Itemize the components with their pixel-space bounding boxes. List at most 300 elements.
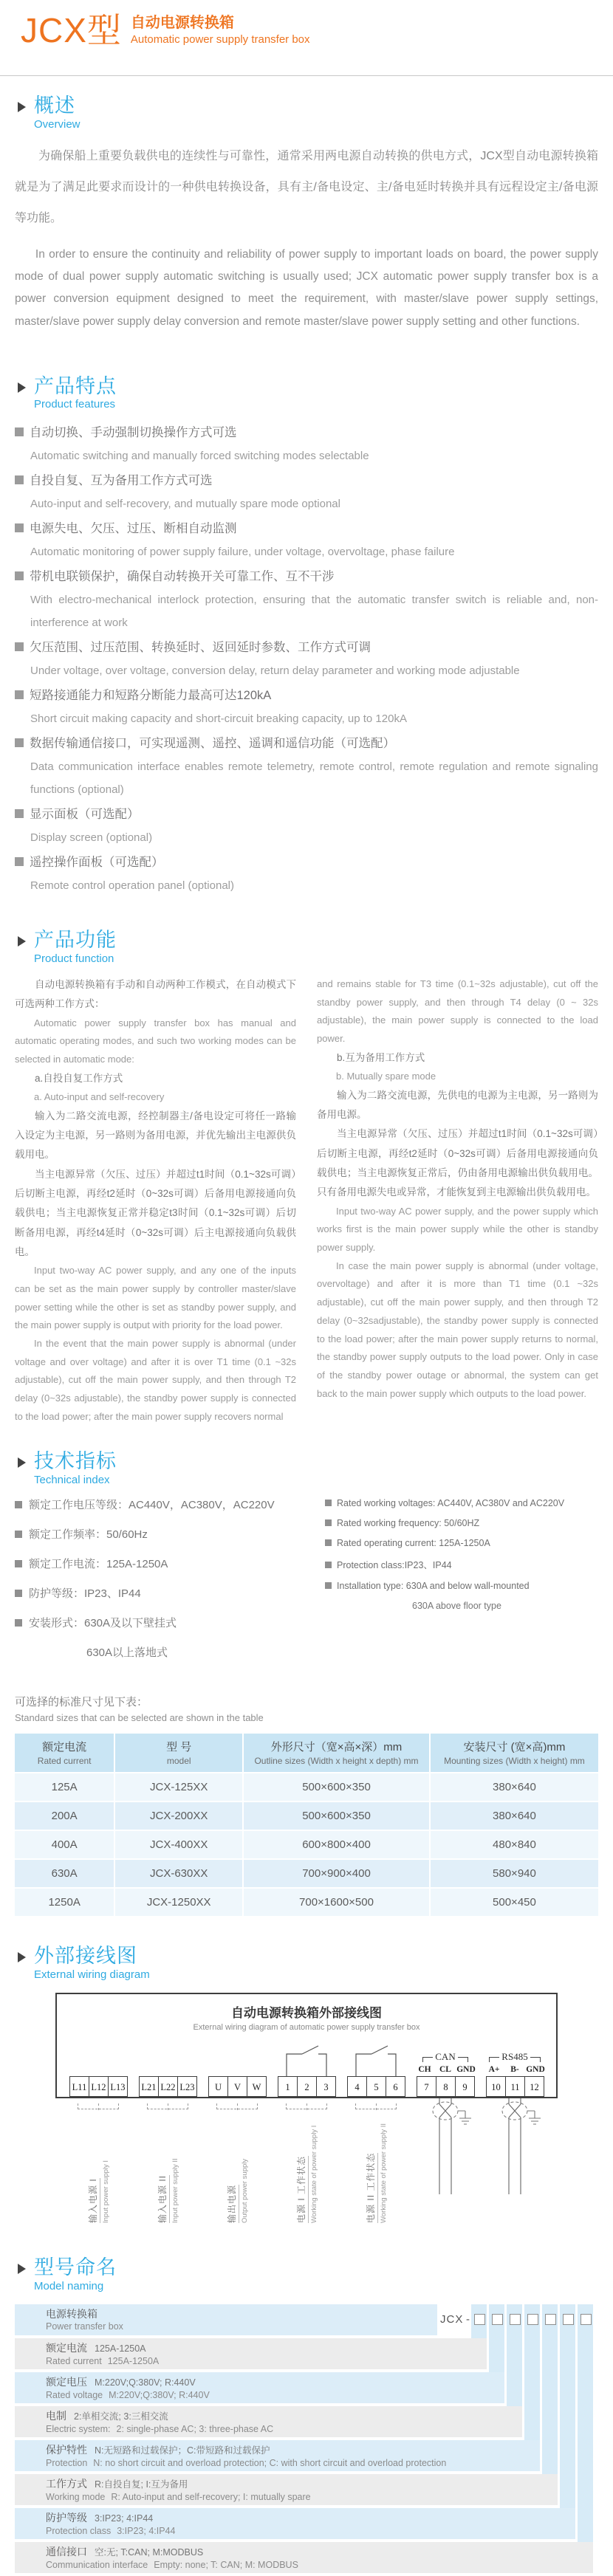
tech-spec-text: Rated operating current: 125A-1250A [337,1538,490,1549]
terminal-annotation [67,2039,129,2076]
bus-annotation [484,2052,546,2074]
naming-label-zh: 额定电压 [46,2375,87,2388]
connector-bracket [286,2103,327,2109]
naming-desc-en: 125A-1250A [107,2355,160,2366]
switch-contact-icon [275,2041,338,2076]
naming-row [15,2474,558,2505]
table-row [15,1772,598,1801]
bullet-square-icon [15,1560,22,1567]
connector-bracket [216,2103,258,2109]
naming-label-en: Electric system: [46,2423,111,2434]
bullet-square-icon [325,1500,332,1506]
tech-spec-item [15,1585,325,1601]
section-marker-icon [18,936,26,947]
section-title-zh: 产品特点 [34,374,117,397]
terminal-annotation [414,2039,476,2076]
naming-row-en [46,2491,558,2504]
naming-label-en: Protection [46,2457,88,2468]
bullet-square-icon [15,475,24,484]
function-paragraph: 当主电源异常（欠压、过压）并超过t1时间（0.1~32s可调）后切断主电源，再经t2延时（0~32s可调）后备用电源接通向负载供电；当主电源恢复正常后，仍由备用电源输出供负载用电。只有备用电源失电或异常，才能恢复到主电源输出供负载用电。 [317,1128,598,1198]
model-code-box [545,2314,556,2325]
naming-label-en: Power transfer box [46,2321,123,2332]
tech-spec-text: 额定工作电流：125A-1250A [29,1558,168,1571]
table-cell: JCX-1250XX [114,1887,242,1916]
tech-spec-item [15,1556,325,1571]
naming-desc-zh: 空:无; T:CAN; M:MODBUS [95,2546,204,2558]
feature-zh-label: 遥控操作面板（可选配） [30,856,164,870]
naming-row [15,2508,575,2539]
section-marker-icon [18,382,26,393]
table-cell: 200A [15,1801,114,1830]
feature-text-zh [15,565,598,588]
feature-text-zh [15,803,598,826]
naming-desc-en: N: no short circuit and overload protection; C: with short circuit and overload protection [93,2457,447,2468]
model-naming-diagram [15,2304,598,2576]
connector-bracket [78,2103,119,2109]
group-label-en: Working state of power supply II [380,2123,388,2223]
vertical-label-rotated [225,2112,249,2223]
model-code-box [527,2314,538,2325]
column-header-en: model [166,1756,191,1767]
terminal-cell: 4 [347,2076,367,2097]
section-title-zh: 外部接线图 [34,1945,137,1968]
tech-column-zh [15,1497,325,1660]
feature-text-en: Display screen (optional) [30,831,153,845]
naming-label-en: Working mode [46,2491,106,2502]
table-row [15,1830,598,1858]
terminal-cell: 1 [278,2076,298,2097]
model-prefix: JCX [440,2312,464,2326]
naming-row [15,2440,540,2471]
feature-text-en: With electro-mechanical interlock protection, ensuring that the automatic transfer switch is reliable and, non-interference at work [30,594,598,630]
function-paragraph: Automatic power supply transfer box has manual and automatic operating modes, and such two working modes can be selected in automatic mode: [15,1017,296,1065]
section-model-naming [15,2257,598,2576]
table-header-row [15,1734,598,1772]
terminal-group-label [206,2098,268,2223]
terminal-cell: 3 [316,2076,336,2097]
column-header-zh: 安装尺寸 (宽×高)mm [463,1741,566,1754]
terminal-cells [275,2076,338,2097]
naming-column-strip [578,2304,593,2544]
feature-item [15,517,598,563]
function-column-right [317,975,598,1426]
bus-name-label: RS485 [501,2050,528,2062]
function-paragraph: 输入为二路交流电源，先供电的电源为主电源，另一路则为备用电源。 [317,1089,598,1121]
table-cell: 1250A [15,1887,114,1916]
tech-spec-text: 防护等级：IP23、IP44 [29,1587,141,1601]
naming-desc-zh: 125A-1250A [95,2343,146,2354]
naming-row-zh [46,2409,522,2423]
bullet-square-icon [325,1539,332,1546]
function-paragraph: and remains stable for T3 time (0.1~32s adjustable), cut off the standby power supply, and then through T4 delay (0 ~ 32s adjustable), the main power supply is connected to the load power. [317,978,598,1045]
terminal-group-label [67,2098,129,2223]
feature-item [15,421,598,467]
naming-column-strip [542,2304,558,2476]
naming-row-zh [46,2545,593,2559]
terminal-group-label [137,2098,199,2223]
doc-header [15,0,598,47]
bullet-square-icon [15,1531,22,1538]
feature-text-zh [15,636,598,659]
section-overview [15,95,598,333]
table-cell: JCX-200XX [114,1801,242,1830]
tech-spec-item [325,1581,598,1591]
sizes-intro-zh: 可选择的标准尺寸见下表： [15,1696,148,1709]
naming-label-en: Rated voltage [46,2389,103,2400]
table-cell: 500×600×350 [242,1772,429,1801]
bullet-square-icon [15,427,24,436]
feature-text-en: Automatic switching and manually forced switching modes selectable [30,450,369,463]
naming-row-en [46,2525,575,2538]
model-code-box [492,2314,503,2325]
terminal-cells [67,2076,129,2097]
bus-pin-label: GND [526,2064,545,2074]
feature-zh-label: 自动切换、手动强制切换操作方式可选 [30,426,237,440]
section-heading [16,376,598,411]
feature-text-en: Auto-input and self-recovery, and mutually spare mode optional [30,498,340,511]
product-title [131,10,310,46]
model-dash: - [466,2312,470,2326]
table-cell: JCX-630XX [114,1858,242,1887]
feature-zh-label: 欠压范围、过压范围、转换延时、返回延时参数、工作方式可调 [30,641,371,655]
feature-item [15,636,598,682]
naming-column-strip [560,2304,575,2510]
naming-row [15,2542,593,2573]
sizes-intro [15,1694,598,1723]
terminal-group [206,2039,268,2097]
terminal-annotation [345,2039,407,2076]
function-paragraph: a.自投自复工作方式 [35,1072,123,1084]
table-row [15,1801,598,1830]
terminal-cell: L12 [89,2076,109,2097]
feature-zh-label: 带机电联锁保护，确保自动转换开关可靠工作、互不干涉 [30,570,335,584]
table-cell: 700×1600×500 [242,1887,429,1916]
tech-spec-item [15,1526,325,1542]
tech-columns [15,1497,598,1660]
bullet-square-icon [15,1619,22,1627]
terminal-group [414,2039,476,2097]
function-paragraph: Input two-way AC power supply, and any one of the inputs can be set as the main power supply by controller master/slave power setting while the other is set as standby power supply, and the main power supply is output with priority for the load power. [15,1265,296,1331]
naming-row-en [46,2559,593,2572]
group-label-zh: 输入电源 I [86,2178,100,2223]
section-heading [16,2257,598,2292]
naming-row-en [46,2321,437,2333]
naming-desc-en: 3:IP23; 4:IP44 [117,2525,176,2536]
bus-bracket-line [458,2057,468,2062]
table-cell: 500×450 [429,1887,598,1916]
model-code-box [510,2314,521,2325]
naming-desc-en: M:220V;Q:380V; R:440V [109,2389,210,2400]
group-label-zh: 输入电源 II [156,2175,170,2223]
function-columns [15,975,598,1426]
tech-spec-item [325,1498,598,1508]
terminal-cell: 5 [366,2076,386,2097]
feature-item [15,565,598,634]
table-cell: 380×640 [429,1801,598,1830]
vertical-label [290,2112,323,2223]
table-cell: 580×940 [429,1858,598,1887]
column-header [114,1734,242,1772]
terminal-group-label [275,2098,338,2223]
model-code-box [474,2314,485,2325]
bullet-square-icon [15,857,24,866]
column-header-en: Rated current [37,1756,92,1767]
connector-bracket [355,2103,397,2109]
naming-label-zh: 额定电流 [46,2341,87,2354]
feature-zh-label: 电源失电、欠压、过压、断相自动监测 [30,522,237,536]
naming-label-zh: 保护特性 [46,2443,87,2456]
terminal-cell: 12 [524,2076,544,2097]
switch-contact-icon [345,2041,407,2076]
standard-sizes-table [15,1734,598,1916]
tech-spec-text: 额定工作电压等级：AC440V，AC380V，AC220V [29,1499,275,1512]
terminal-annotation [137,2039,199,2076]
bus-pin-label: CL [439,2064,451,2074]
naming-row-zh [46,2511,575,2525]
column-header-zh: 外形尺寸（宽×高×深）mm [270,1741,403,1754]
section-marker-icon [18,2264,26,2274]
naming-row-zh [46,2375,504,2389]
vertical-label-rotated [156,2112,179,2223]
bullet-square-icon [325,1582,332,1589]
ground-icon [527,2111,541,2124]
overview-paragraph-zh: 为确保船上重要负载供电的连续性与可靠性，通常采用两电源自动转换的供电方式，JCX型自动电源转换箱就是为了满足此要求而设计的一种供电转换设备，具有主/备电设定、主/备电延时转换并具有远程设定主/备电源等功能。 [15,149,598,225]
naming-row-en [46,2389,504,2402]
tech-column-en [325,1497,598,1660]
vertical-label [359,2112,393,2223]
terminal-cells [414,2076,476,2097]
feature-text-en: Short circuit making capacity and short-circuit breaking capacity, up to 120kA [30,712,407,726]
column-header-en: Outline sizes (Width x height x depth) mm [254,1756,419,1767]
terminal-cell: V [227,2076,247,2097]
bullet-square-icon [15,690,24,699]
vertical-label-rotated [364,2112,388,2223]
feature-item [15,684,598,730]
naming-desc-zh: R:自投自复; I:互为备用 [95,2479,188,2490]
group-label-en: Input power supply II [171,2158,179,2223]
section-title-en: Product features [34,398,116,411]
overview-paragraph-en: In order to ensure the continuity and reliability of power supply to important loads on board, the power supply mode of dual power supply automatic switching is usually used; JCX automatic power supply transfer box is a power conversion equipment designed to meet the requirement, with master/slave power supply settings, master/slave power supply delay conversion and remote master/slave power supply setting and other functions. [15,247,598,328]
terminal-cell: U [208,2076,228,2097]
terminal-annotation [484,2039,546,2076]
tech-spec-item [325,1558,598,1571]
table-cell: JCX-125XX [114,1772,242,1801]
terminal-cells [206,2076,268,2097]
naming-row-zh [46,2443,540,2457]
table-cell: 125A [15,1772,114,1801]
section-external-wiring [15,1945,598,2223]
terminal-cell: 7 [417,2076,436,2097]
tech-spec-text: 安装形式：630A及以下壁挂式 [29,1617,177,1630]
bus-bracket-line [489,2057,499,2062]
naming-desc-en: Empty: none; T: CAN; M: MODBUS [154,2559,298,2570]
feature-item [15,732,598,801]
column-header [242,1734,429,1772]
feature-zh-label: 数据传输通信接口，可实现遥测、遥控、遥调和遥信功能（可选配） [30,737,395,751]
twisted-pair-icon [484,2098,546,2208]
table-cell: 380×640 [429,1772,598,1801]
tech-spec-item [325,1538,598,1548]
section-title-zh: 技术指标 [34,1450,117,1473]
terminal-group [67,2039,129,2097]
column-header [429,1734,598,1772]
tech-spec-text: Installation type: 630A and below wall-mounted [337,1581,530,1592]
table-row [15,1858,598,1887]
tech-spec-text: 额定工作频率：50/60Hz [29,1528,148,1542]
terminal-group [275,2039,338,2097]
feature-item [15,851,598,897]
bus-pin-label: A+ [488,2064,500,2074]
bus-pins [484,2065,546,2074]
naming-row [15,2406,522,2437]
naming-row-en [46,2423,522,2436]
terminal-cell: 11 [505,2076,525,2097]
terminal-cell: L11 [69,2076,89,2097]
terminal-group [484,2039,546,2097]
table-cell: 500×600×350 [242,1801,429,1830]
section-title-en: Product function [34,952,114,966]
feature-text-zh [15,469,598,492]
naming-label-en: Protection class [46,2525,112,2536]
table-cell: 700×900×400 [242,1858,429,1887]
feature-text-en: Under voltage, over voltage, conversion delay, return delay parameter and working mode adjustable [30,664,520,678]
section-product-function [15,930,598,1426]
terminal-labels-row [67,2098,546,2223]
section-title-en: Overview [34,117,81,131]
terminal-cell: L13 [108,2076,128,2097]
bus-name-row [484,2052,546,2062]
group-label-zh: 电源 II 工作状态 [364,2153,378,2223]
terminal-group [137,2039,199,2097]
section-heading [16,930,598,965]
section-heading [16,95,598,131]
sizes-intro-en: Standard sizes that can be selected are shown in the table [15,1712,264,1724]
column-header-zh: 型 号 [166,1741,192,1754]
bullet-square-icon [325,1562,332,1568]
product-title-zh: 自动电源转换箱 [130,15,234,31]
feature-text-zh [15,421,598,444]
naming-label-zh: 通信接口 [46,2545,87,2558]
naming-desc-en: 2: single-phase AC; 3: three-phase AC [116,2423,274,2434]
product-title-en: Automatic power supply transfer box [130,33,310,46]
terminal-cell: L22 [158,2076,178,2097]
ground-icon [458,2111,471,2124]
terminal-cells [137,2076,199,2097]
naming-row [15,2372,504,2403]
feature-text-en: Remote control operation panel (optional) [30,879,234,893]
function-paragraph: b. Mutually spare mode [336,1071,436,1082]
feature-text-zh [15,517,598,540]
tech-spec-continuation: 630A以上落地式 [86,1646,168,1660]
terminal-cell: W [247,2076,267,2097]
tech-spec-item [15,1615,325,1630]
terminal-cell: 6 [386,2076,405,2097]
terminal-group-label [484,2098,546,2223]
bus-pin-label: B- [510,2064,519,2074]
terminal-cell: 10 [486,2076,506,2097]
group-label-en: Working state of power supply I [310,2125,318,2223]
vertical-label [151,2112,185,2223]
model-code-box [581,2314,592,2325]
table-cell: 600×800×400 [242,1830,429,1858]
feature-zh-label: 短路接通能力和短路分断能力最高可达120kA [30,689,272,703]
terminal-cell: 9 [455,2076,475,2097]
naming-label-zh: 工作方式 [46,2477,87,2490]
product-model: JCX型 [21,11,122,49]
vertical-label-rotated [86,2112,110,2223]
function-paragraph: 自动电源转换箱有手动和自动两种工作模式，在自动模式下可选两种工作方式： [15,979,296,1010]
naming-row-zh [46,2307,437,2321]
bus-name-row [414,2052,476,2062]
table-row [15,1887,598,1916]
bullet-square-icon [15,809,24,818]
naming-label-en: Communication interface [46,2559,148,2570]
section-technical-index [15,1451,598,1660]
terminal-row [67,2039,546,2097]
terminal-group [345,2039,407,2097]
terminal-cells [345,2076,407,2097]
bus-name-label: CAN [435,2050,456,2062]
function-paragraph: 当主电源异常（欠压、过压）并超过t1时间（0.1~32s可调）后切断主电源，再经t2延时（0~32s可调）后备用电源接通向负载供电；当主电源恢复正常并稳定t3时间（0.1~32s可调）后切断备用电源，再经t4延时（0~32s可调）后主电源接通向负载供电。 [15,1168,296,1257]
terminal-group-label [345,2098,407,2223]
naming-desc-zh: 3:IP23; 4:IP44 [95,2513,154,2524]
table-cell: 400A [15,1830,114,1858]
model-code-box [563,2314,574,2325]
feature-text-zh [15,851,598,874]
feature-zh-label: 自投自复、互为备用工作方式可选 [30,474,213,488]
function-paragraph: In the event that the main power supply is abnormal (under voltage and over voltage) and after it is over T1 time (0.1 ~32s adjustable), cut off the main power supply, and then through T2 delay (0~32s adjustable), the standby power supply is connected to the load power; after the main power supply recovers normal [15,1338,296,1422]
naming-row [15,2338,487,2369]
table-cell: 630A [15,1858,114,1887]
bullet-square-icon [15,571,24,580]
naming-desc-en: R: Auto-input and self-recovery; I: mutually spare [111,2491,311,2502]
feature-zh-label: 显示面板（可选配） [30,808,140,822]
terminal-cell: L23 [177,2076,197,2097]
group-label-zh: 输出电源 [225,2185,239,2223]
section-title-en: Technical index [34,1474,110,1487]
wiring-box-title-zh: 自动电源转换箱外部接线图 [231,2005,382,2020]
bus-pins [414,2065,476,2074]
function-column-left [15,975,296,1426]
column-header-en: Mounting sizes (Width x height) mm [444,1756,585,1767]
terminal-cell: 2 [297,2076,317,2097]
terminal-group-label [414,2098,476,2223]
connector-bracket [147,2103,188,2109]
section-marker-icon [18,1952,26,1962]
column-header-zh: 额定电流 [42,1741,87,1754]
terminal-annotation [275,2039,338,2076]
terminal-cell: 8 [436,2076,456,2097]
tech-spec-text: Protection class:IP23、IP44 [337,1560,452,1571]
naming-label-zh: 电制 [46,2409,66,2422]
naming-desc-zh: M:220V;Q:380V; R:440V [95,2377,196,2388]
section-title-zh: 产品功能 [34,929,117,952]
header-divider [0,75,613,76]
naming-label-en: Rated current [46,2355,102,2366]
naming-row-en [46,2355,487,2368]
naming-desc-zh: 2:单相交流; 3:三相交流 [74,2411,168,2422]
vertical-label [220,2112,254,2223]
group-label-zh: 电源 I 工作状态 [295,2156,309,2223]
table-body [15,1772,598,1916]
feature-text-zh [15,684,598,707]
feature-text-zh [15,732,598,755]
bus-pin-label: CH [418,2064,431,2074]
section-title-en: External wiring diagram [34,1968,150,1981]
section-marker-icon [18,1457,26,1468]
features-list [15,421,598,897]
bus-pin-label: GND [456,2064,476,2074]
